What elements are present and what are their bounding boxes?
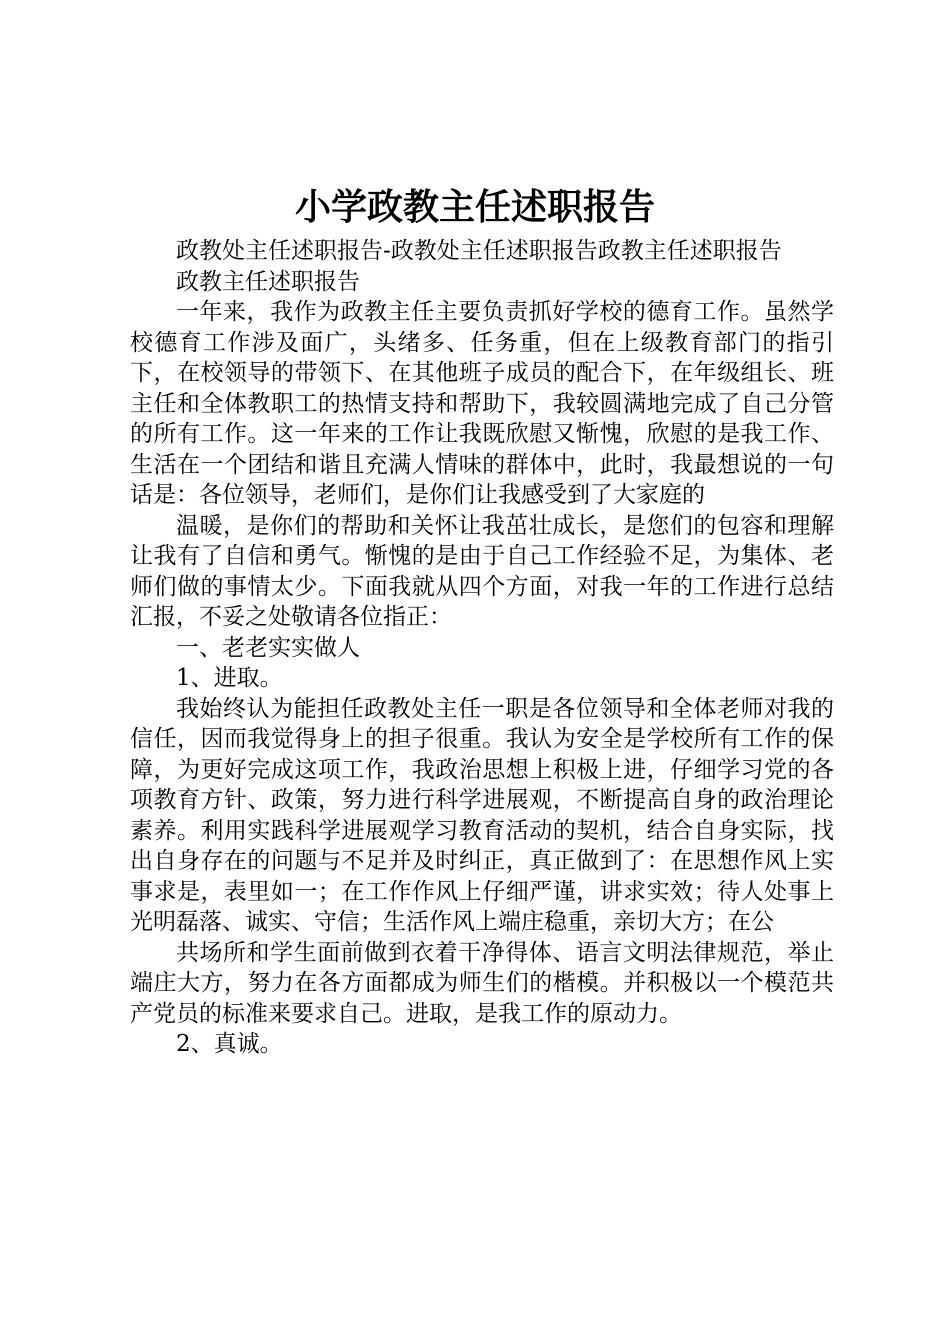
paragraph-progress-continued: 共场所和学生面前做到衣着干净得体、语言文明法律规范，举止端庄大方，努力在各方面都成为师生们的楷模。并积极以一个模范共产党员的标准来要求自己。进取，是我工作的原动力。 <box>130 939 834 1027</box>
section-heading-1: 一、老老实实做人 <box>176 634 360 661</box>
subsection-heading-2: 2、真诚。 <box>176 1031 283 1057</box>
document-body <box>130 236 834 1060</box>
subsection-heading-1: 1、进取。 <box>176 665 283 691</box>
paragraph-subtitle-line: 政教处主任述职报告-政教处主任述职报告政教主任述职报告 <box>176 238 782 264</box>
paragraph-intro: 一年来，我作为政教主任主要负责抓好学校的德育工作。虽然学校德育工作涉及面广，头绪多、任务重，但在上级教育部门的指引下，在校领导的带领下、在其他班子成员的配合下，在年级组长、班主任和全体教职工的热情支持和帮助下，我较圆满地完成了自己分管的所有工作。这一年来的工作让我既欣慰又惭愧，欣慰的是我工作、生活在一个团结和谐且充满人情味的群体中，此时，我最想说的一句话是：各位领导，老师们，是你们让我感受到了大家庭的 <box>130 299 834 508</box>
paragraph-intro-continued: 温暖，是你们的帮助和关怀让我茁壮成长，是您们的包容和理解让我有了自信和勇气。惭愧的是由于自己工作经验不足，为集体、老师们做的事情太少。下面我就从四个方面，对我一年的工作进行总结汇报，不妥之处敬请各位指正： <box>130 512 834 630</box>
document-title: 小学政教主任述职报告 <box>294 186 655 228</box>
paragraph-progress: 我始终认为能担任政教处主任一职是各位领导和全体老师对我的信任，因而我觉得身上的担子很重。我认为安全是学校所有工作的保障，为更好完成这项工作，我政治思想上积极上进，仔细学习党的各项教育方针、政策，努力进行科学进展观，不断提高自身的政治理论素养。利用实践科学进展观学习教育活动的契机，结合自身实际，找出自身存在的问题与不足并及时纠正，真正做到了：在思想作风上实事求是，表里如一；在工作作风上仔细严谨，讲求实效；待人处事上光明磊落、诚实、守信；生活作风上端庄稳重，亲切大方；在公 <box>130 695 834 935</box>
paragraph-report-heading: 政教主任述职报告 <box>176 268 360 295</box>
